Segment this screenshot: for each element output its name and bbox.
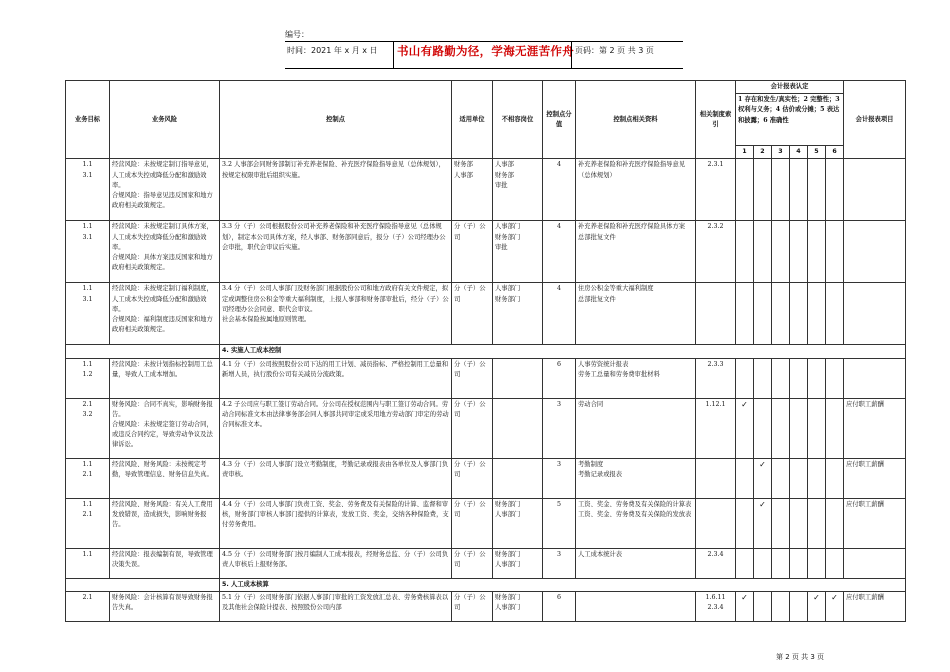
cell-incompatible: 财务部门 人事部门: [493, 548, 543, 578]
cell-control: 3.2 人事部会同财务部制订补充养老保险、补充医疗保险指导意见（总体规划），按规定权限审批后组织实施。: [220, 159, 452, 221]
cell-control: 4.5 分（子）公司财务部门按月编制人工成本报表，经财务总监、分（子）公司负责人审核后上报财务部。: [220, 548, 452, 578]
col-header-assertion: 会计报表认定: [736, 81, 844, 94]
cell-index: 1.12.1: [696, 398, 736, 458]
cell-score: 3: [543, 398, 576, 458]
col-header-items: 会计报表项目: [844, 81, 906, 159]
cell-index: 2.3.2: [696, 221, 736, 283]
cell-score: 4: [543, 159, 576, 221]
cell-c2: [754, 358, 772, 398]
cell-incompatible: 财务部门 人事部门: [493, 591, 543, 621]
cell-control: 5.1 分（子）公司财务部门依据人事部门审批的工资发放汇总表、劳务费核算表以及其他社会保险计提表、按照股份公司内部: [220, 591, 452, 621]
assertion-col-2: 2: [754, 146, 772, 159]
cell-c2: ✓: [754, 458, 772, 498]
header-box: [285, 41, 683, 69]
table-row: [66, 283, 906, 345]
cell-c1: ✓: [736, 398, 754, 458]
cell-c5: [808, 358, 826, 398]
cell-unit: 分（子）公司: [452, 358, 493, 398]
cell-c6: [826, 358, 844, 398]
cell-items: 应付职工薪酬: [844, 398, 906, 458]
col-header-risk: 业务风险: [110, 81, 220, 159]
page-footer: 第 2 页 共 3 页: [776, 653, 825, 661]
cell-unit: 分（子）公司: [452, 591, 493, 621]
cell-c4: [790, 548, 808, 578]
cell-incompatible: [493, 458, 543, 498]
cell-c3: [772, 458, 790, 498]
assertion-col-5: 5: [808, 146, 826, 159]
section-spacer: [66, 578, 220, 591]
cell-docs: 工资、奖金、劳务费及有关保险的计算表 工资、奖金、劳务费及有关保险的发放表: [576, 498, 696, 548]
cell-control: 3.3 分（子）公司根据股份公司补充养老保险和补充医疗保险指导意见（总体规划），制定本公司具体方案，经人事部、财务部同意后，报分（子）公司经理办公会审批，职代会审议后实施。: [220, 221, 452, 283]
cell-c6: [826, 283, 844, 345]
control-matrix-table: [65, 80, 906, 622]
table-row: [66, 458, 906, 498]
cell-c3: [772, 358, 790, 398]
cell-c4: [790, 283, 808, 345]
cell-c1: [736, 159, 754, 221]
cell-goal: 1.1 2.1: [66, 498, 110, 548]
cell-c3: [772, 591, 790, 621]
cell-control: 4.1 分（子）公司按照股份公司下达的用工计划、减员指标、严格控制用工总量和新增人员，执行股份公司有关减员分流政策。: [220, 358, 452, 398]
cell-c3: [772, 398, 790, 458]
cell-c6: [826, 159, 844, 221]
cell-c4: [790, 221, 808, 283]
cell-incompatible: 人事部 财务部 审批: [493, 159, 543, 221]
cell-docs: 补充养老保险和补充医疗保险指导意见（总体规划）: [576, 159, 696, 221]
cell-c2: [754, 591, 772, 621]
cell-goal: 1.1 1.2: [66, 358, 110, 398]
cell-c4: [790, 591, 808, 621]
assertion-col-4: 4: [790, 146, 808, 159]
cell-control: 4.4 分（子）公司人事部门负责工资、奖金、劳务费及有关保险的计算、监督和审核，财务部门审核人事部门提供的计算表，发放工资、奖金，交纳各种保险费，支付劳务费用。: [220, 498, 452, 548]
assertion-legend: 1 存在和发生/真实性；2 完整性；3 权利与义务；4 估价或分摊；5 表达和披露；6 准确性: [736, 94, 844, 146]
col-header-score: 控制点分值: [543, 81, 576, 159]
header-divider: [393, 42, 394, 68]
cell-c1: [736, 498, 754, 548]
cell-c2: [754, 221, 772, 283]
cell-index: 1.6.11 2.3.4: [696, 591, 736, 621]
cell-goal: 1.1: [66, 548, 110, 578]
header-divider: [571, 42, 572, 68]
cell-items: [844, 159, 906, 221]
cell-risk: 经营风险：报表编制有误，导致管理决策失误。: [110, 548, 220, 578]
cell-index: 2.3.4: [696, 548, 736, 578]
table-row: [66, 221, 906, 283]
cell-unit: 分（子）公司: [452, 398, 493, 458]
cell-c1: [736, 458, 754, 498]
table-row: [66, 498, 906, 548]
cell-c1: [736, 358, 754, 398]
cell-docs: 住房公积金等重大福利制度 总部批复文件: [576, 283, 696, 345]
cell-control: 3.4 分（子）公司人事部门及财务部门根据股份公司和地方政府有关文件规定，拟定或调整住房公积金等重大福利制度，上报人事部和财务部审批后，经分（子）公司经理办公会同意、职代会审议。 社会基本保险按属地原则管理。: [220, 283, 452, 345]
assertion-col-1: 1: [736, 146, 754, 159]
cell-goal: 1.1 3.1: [66, 159, 110, 221]
cell-c2: [754, 548, 772, 578]
cell-incompatible: 财务部门 人事部门: [493, 498, 543, 548]
section-row: [66, 345, 906, 358]
cell-score: 4: [543, 283, 576, 345]
cell-c5: [808, 398, 826, 458]
cell-c5: ✓: [808, 591, 826, 621]
cell-c5: [808, 221, 826, 283]
cell-docs: 补充养老保险和补充医疗保险具体方案 总部批复文件: [576, 221, 696, 283]
table-row: [66, 398, 906, 458]
section-spacer: [66, 345, 220, 358]
cell-c3: [772, 498, 790, 548]
cell-risk: 经营风险：未按规定制订福利制度，人工成本失控或降低分配和激励效率。 合规风险：福利制度违反国家和地方政府相关政策规定。: [110, 283, 220, 345]
page-header: [285, 30, 685, 70]
table-row: [66, 548, 906, 578]
cell-c4: [790, 458, 808, 498]
cell-docs: 人事劳资统计报表 劳务工总量和劳务费审批材料: [576, 358, 696, 398]
cell-items: [844, 548, 906, 578]
cell-c5: [808, 498, 826, 548]
section-row: [66, 578, 906, 591]
assertion-col-6: 6: [826, 146, 844, 159]
cell-c2: [754, 283, 772, 345]
section-title: 5. 人工成本核算: [220, 578, 906, 591]
cell-items: 应付职工薪酬: [844, 498, 906, 548]
table-row: [66, 159, 906, 221]
cell-unit: 分（子）公司: [452, 221, 493, 283]
cell-c1: [736, 221, 754, 283]
cell-incompatible: [493, 398, 543, 458]
col-header-control: 控制点: [220, 81, 452, 159]
cell-c6: [826, 458, 844, 498]
cell-c3: [772, 159, 790, 221]
cell-c6: [826, 498, 844, 548]
cell-unit: 分（子）公司: [452, 283, 493, 345]
cell-risk: 经营风险、财务风险：未按规定考勤，导致管理信息、财务信息失真。: [110, 458, 220, 498]
cell-risk: 财务风险：合同不真实，影响财务报告。 合规风险：未按规定签订劳动合同，或违反合同约定，导致劳动争议及法律诉讼。: [110, 398, 220, 458]
cell-incompatible: [493, 358, 543, 398]
cell-docs: 考勤制度 考勤记录或报表: [576, 458, 696, 498]
cell-control: 4.3 分（子）公司人事部门设立考勤制度，考勤记录或报表由各单位及人事部门负责审核。: [220, 458, 452, 498]
cell-index: [696, 283, 736, 345]
cell-c6: [826, 548, 844, 578]
col-header-incompatible: 不相容岗位: [493, 81, 543, 159]
cell-control: 4.2 子公司应与职工签订劳动合同。分公司在授权范围内与职工签订劳动合同。劳动合同标准文本由法律事务部会同人事部共同审定或采用地方劳动部门审定的劳动合同标准文本。: [220, 398, 452, 458]
cell-c2: [754, 398, 772, 458]
cell-c4: [790, 398, 808, 458]
cell-index: 2.3.3: [696, 358, 736, 398]
cell-c5: [808, 159, 826, 221]
cell-index: [696, 458, 736, 498]
cell-c4: [790, 498, 808, 548]
cell-c6: [826, 221, 844, 283]
cell-c2: [754, 159, 772, 221]
header-page-number: 页码：第 2 页 共 3 页: [575, 46, 654, 55]
cell-c3: [772, 221, 790, 283]
cell-score: 6: [543, 591, 576, 621]
cell-c6: [826, 398, 844, 458]
cell-c5: [808, 458, 826, 498]
cell-items: 应付职工薪酬: [844, 458, 906, 498]
cell-risk: 经营风险、财务风险：有关人工费用发放错误，造成损失，影响财务报告。: [110, 498, 220, 548]
cell-docs: 劳动合同: [576, 398, 696, 458]
section-title: 4. 实施人工成本控制: [220, 345, 906, 358]
cell-unit: 分（子）公司: [452, 498, 493, 548]
cell-c5: [808, 283, 826, 345]
cell-items: 应付职工薪酬: [844, 591, 906, 621]
cell-goal: 1.1 3.1: [66, 221, 110, 283]
table-row: [66, 591, 906, 621]
cell-c5: [808, 548, 826, 578]
col-header-goal: 业务目标: [66, 81, 110, 159]
cell-goal: 1.1 2.1: [66, 458, 110, 498]
cell-c3: [772, 548, 790, 578]
cell-index: [696, 498, 736, 548]
header-slogan: 书山有路勤为径，学海无涯苦作舟: [397, 44, 574, 58]
cell-goal: 1.1 3.1: [66, 283, 110, 345]
header-time: 时间：2021 年 x 月 x 日: [287, 46, 378, 55]
cell-score: 3: [543, 458, 576, 498]
cell-c1: [736, 283, 754, 345]
cell-docs: [576, 591, 696, 621]
assertion-col-3: 3: [772, 146, 790, 159]
cell-c1: ✓: [736, 591, 754, 621]
cell-incompatible: 人事部门 财务部门 审批: [493, 221, 543, 283]
cell-items: [844, 283, 906, 345]
col-header-docs: 控制点相关资料: [576, 81, 696, 159]
cell-c4: [790, 159, 808, 221]
col-header-unit: 适用单位: [452, 81, 493, 159]
cell-risk: 财务风险：会计核算有误导致财务报告失真。: [110, 591, 220, 621]
cell-c4: [790, 358, 808, 398]
cell-goal: 2.1: [66, 591, 110, 621]
cell-c1: [736, 548, 754, 578]
doc-number-label: 编号：: [285, 30, 309, 39]
cell-c6: ✓: [826, 591, 844, 621]
cell-score: 5: [543, 498, 576, 548]
cell-goal: 2.1 3.2: [66, 398, 110, 458]
table-body: [66, 159, 906, 621]
cell-unit: 财务部 人事部: [452, 159, 493, 221]
cell-risk: 经营风险：未按规定制订具体方案，人工成本失控或降低分配和激励效率。 合规风险：具体方案违反国家和地方政府相关政策规定。: [110, 221, 220, 283]
cell-unit: 分（子）公司: [452, 458, 493, 498]
cell-score: 3: [543, 548, 576, 578]
cell-items: [844, 221, 906, 283]
cell-risk: 经营风险：未按计划指标控制用工总量，导致人工成本增加。: [110, 358, 220, 398]
cell-score: 4: [543, 221, 576, 283]
cell-score: 6: [543, 358, 576, 398]
cell-index: 2.3.1: [696, 159, 736, 221]
table-row: [66, 358, 906, 398]
cell-incompatible: 人事部门 财务部门: [493, 283, 543, 345]
cell-c2: ✓: [754, 498, 772, 548]
col-header-index: 相关制度索引: [696, 81, 736, 159]
cell-c3: [772, 283, 790, 345]
cell-risk: 经营风险：未按规定制订指导意见，人工成本失控或降低分配和激励效率。 合规风险：指导意见违反国家和地方政府相关政策规定。: [110, 159, 220, 221]
cell-unit: 分（子）公司: [452, 548, 493, 578]
cell-items: [844, 358, 906, 398]
cell-docs: 人工成本统计表: [576, 548, 696, 578]
